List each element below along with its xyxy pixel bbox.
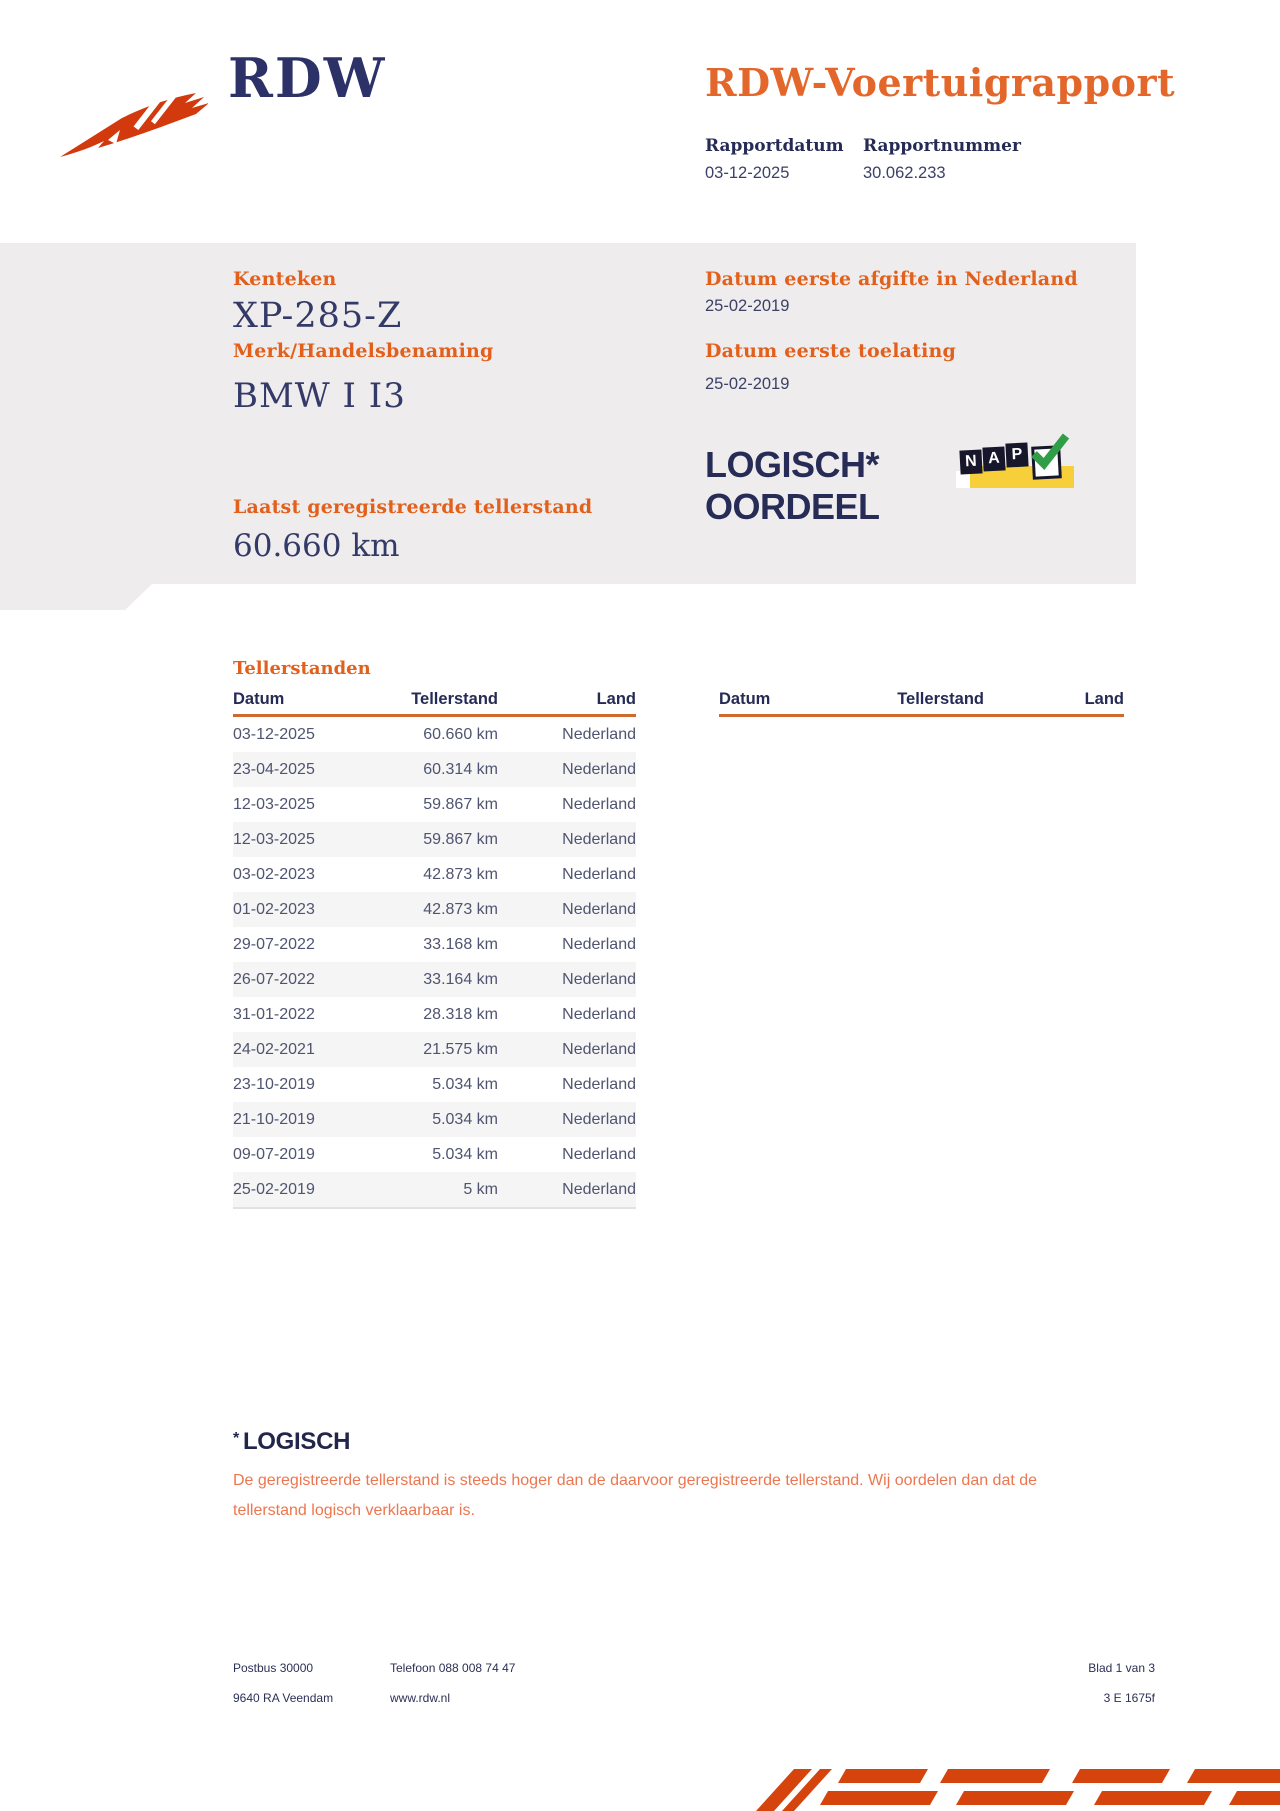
cell-odometer: 5 km [463,1181,498,1198]
cell-date: 26-07-2022 [233,971,315,988]
table-row [233,717,636,752]
table-row [233,962,636,997]
mileage-table-header-secondary [719,690,1124,717]
cell-country: Nederland [562,901,636,918]
cell-date: 25-02-2019 [233,1181,315,1198]
cell-odometer: 5.034 km [432,1111,498,1128]
table-row [233,1102,636,1137]
cell-date: 23-04-2025 [233,761,315,778]
cell-country: Nederland [562,761,636,778]
cell-date: 03-12-2025 [233,726,315,743]
cell-odometer: 5.034 km [432,1146,498,1163]
summary-panel-background [0,243,1280,610]
cell-country: Nederland [562,831,636,848]
table-row [233,997,636,1032]
first-issue-nl-label: Datum eerste afgifte in Nederland [705,268,1078,290]
last-odometer-label: Laatst geregistreerde tellerstand [233,496,593,518]
first-issue-nl-value: 25-02-2019 [705,297,790,315]
table-row [233,1067,636,1102]
cell-country: Nederland [562,796,636,813]
first-admission-label: Datum eerste toelating [705,340,957,362]
table-row [233,822,636,857]
cell-odometer: 33.164 km [423,971,498,988]
footnote-asterisk: * [233,1430,239,1447]
cell-date: 12-03-2025 [233,796,315,813]
footnote-title: LOGISCH [242,1428,351,1455]
brand-wordmark: RDW [228,46,387,110]
cell-country: Nederland [562,971,636,988]
table-row [233,1137,636,1172]
stripes-graphic [750,1765,1280,1811]
cell-date: 03-02-2023 [233,866,315,883]
cell-date: 31-01-2022 [233,1006,315,1023]
cell-country: Nederland [562,1146,636,1163]
footer-postal-address: Postbus 30000 [233,1661,314,1675]
cell-date: 29-07-2022 [233,936,315,953]
cell-odometer: 21.575 km [423,1041,498,1058]
cell-date: 12-03-2025 [233,831,315,848]
report-date-value: 03-12-2025 [705,164,790,182]
mileage-table-header [233,690,636,717]
table-row [233,1172,636,1207]
judgement-line1: LOGISCH* [705,444,880,485]
cell-odometer: 28.318 km [423,1006,498,1023]
cell-date: 24-02-2021 [233,1041,315,1058]
table-row [233,1032,636,1067]
nap-logo [954,438,1086,494]
cell-date: 21-10-2019 [233,1111,315,1128]
column-header-date: Datum [719,690,771,708]
column-header-odometer: Tellerstand [411,690,498,708]
footer-form-code: 3 E 1675f [1103,1691,1155,1705]
judgement-text [705,444,880,528]
license-plate-value: XP-285-Z [233,296,403,336]
table-row [233,857,636,892]
cell-country: Nederland [562,1111,636,1128]
cell-country: Nederland [562,726,636,743]
nap-letter-tile-p: P [1005,442,1028,467]
cell-country: Nederland [562,1181,636,1198]
cell-odometer: 59.867 km [423,796,498,813]
report-number-label: Rapportnummer [863,136,1021,156]
nap-check-icon [1026,428,1070,472]
cell-odometer: 59.867 km [423,831,498,848]
mileage-table-secondary [719,690,1124,717]
cell-odometer: 60.660 km [423,726,498,743]
license-plate-label: Kenteken [233,268,337,290]
footnote-heading [233,1428,350,1456]
footer-city-address: 9640 RA Veendam [233,1691,334,1705]
make-model-value: BMW I I3 [233,376,406,416]
last-odometer-value: 60.660 km [233,528,400,564]
column-header-country: Land [1084,690,1124,708]
cell-odometer: 33.168 km [423,936,498,953]
cell-country: Nederland [562,936,636,953]
cell-country: Nederland [562,1076,636,1093]
cell-odometer: 60.314 km [423,761,498,778]
cell-odometer: 42.873 km [423,901,498,918]
cell-country: Nederland [562,866,636,883]
mileage-section-title: Tellerstanden [233,658,371,679]
page-title: RDW-Voertuigrapport [705,60,1176,105]
table-row [233,892,636,927]
cell-odometer: 5.034 km [432,1076,498,1093]
column-header-odometer: Tellerstand [897,690,984,708]
first-admission-value: 25-02-2019 [705,375,790,393]
column-header-date: Datum [233,690,285,708]
footnote-text: De geregistreerde tellerstand is steeds hoger dan de daarvoor geregistreerde tellerstand. Wij oordelen dan dat de tellerstand logisch verklaarbaar is. [233,1472,1038,1519]
report-number-value: 30.062.233 [863,164,946,182]
nap-letter-tile-a: A [982,446,1005,471]
cell-date: 23-10-2019 [233,1076,315,1093]
table-row [233,787,636,822]
mileage-table [233,690,636,1209]
footer-page-number: Blad 1 van 3 [1088,1661,1155,1675]
mileage-table-body [233,717,636,1209]
rdw-wing-logo-icon [58,80,208,160]
judgement-line2: OORDEEL [705,486,880,527]
cell-date: 01-02-2023 [233,901,315,918]
cell-country: Nederland [562,1041,636,1058]
table-row [233,752,636,787]
nap-letter-tile-n: N [959,449,982,474]
cell-date: 09-07-2019 [233,1146,315,1163]
cell-country: Nederland [562,1006,636,1023]
make-model-label: Merk/Handelsbenaming [233,340,494,362]
column-header-country: Land [596,690,636,708]
table-row [233,927,636,962]
cell-odometer: 42.873 km [423,866,498,883]
footer-phone: Telefoon 088 008 74 47 [390,1661,516,1675]
report-date-label: Rapportdatum [705,136,844,156]
footer-website: www.rdw.nl [390,1691,451,1705]
